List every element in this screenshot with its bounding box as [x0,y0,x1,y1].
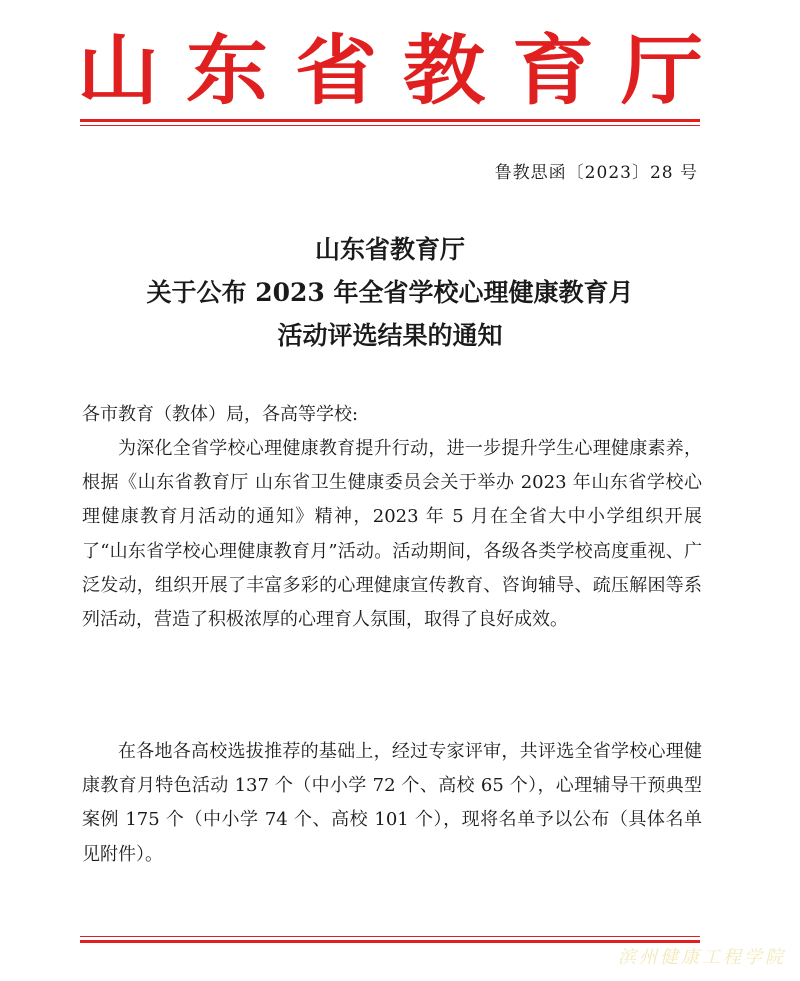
body-paragraph-1: 为深化全省学校心理健康教育提升行动，进一步提升学生心理健康素养，根据《山东省教育厅 山东省卫生健康委员会关于举办 2023 年山东省学校心理健康教育月活动的通知》精神，2023 年 5 月在全省大中小学组织开展了“山东省学校心理健康教育月”活动。活动期间，各级各类学校高度重视、广泛发动，组织开展了丰富多彩的心理健康宣传教育、咨询辅导、疏压解困等系列活动，营造了积极浓厚的心理育人氛围，取得了良好成效。 [82,438,702,631]
masthead-char: 省 [294,26,377,115]
document-number: 鲁教思函〔2023〕28 号 [494,163,698,183]
watermark: 滨州健康工程学院 [618,947,786,968]
masthead-char: 厅 [620,26,704,115]
title-line-1: 山东省教育厅 [314,235,465,264]
header-rule-thin [80,125,700,126]
title-line-3: 活动评选结果的通知 [277,321,503,350]
masthead-char: 山 [76,26,160,115]
letterhead-masthead [76,26,704,115]
masthead-char: 教 [403,26,486,115]
salutation: 各市教育（教体）局，各高等学校: [82,404,359,425]
document-title [80,228,700,357]
footer-rule-thick [80,940,700,943]
footer-rule-thin [80,936,700,937]
masthead-char: 东 [185,26,268,115]
title-line-2: 关于公布 2023 年全省学校心理健康教育月 [146,278,634,307]
header-rule-thick [80,119,700,122]
body-paragraph-2: 在各地各高校选拔推荐的基础上，经过专家评审，共评选全省学校心理健康教育月特色活动 137 个（中小学 72 个、高校 65 个），心理辅导干预典型案例 175 个（中小学 74 个、高校 101 个），现将名单予以公布（具体名单见附件）。 [82,741,702,865]
masthead-char: 育 [512,26,595,115]
